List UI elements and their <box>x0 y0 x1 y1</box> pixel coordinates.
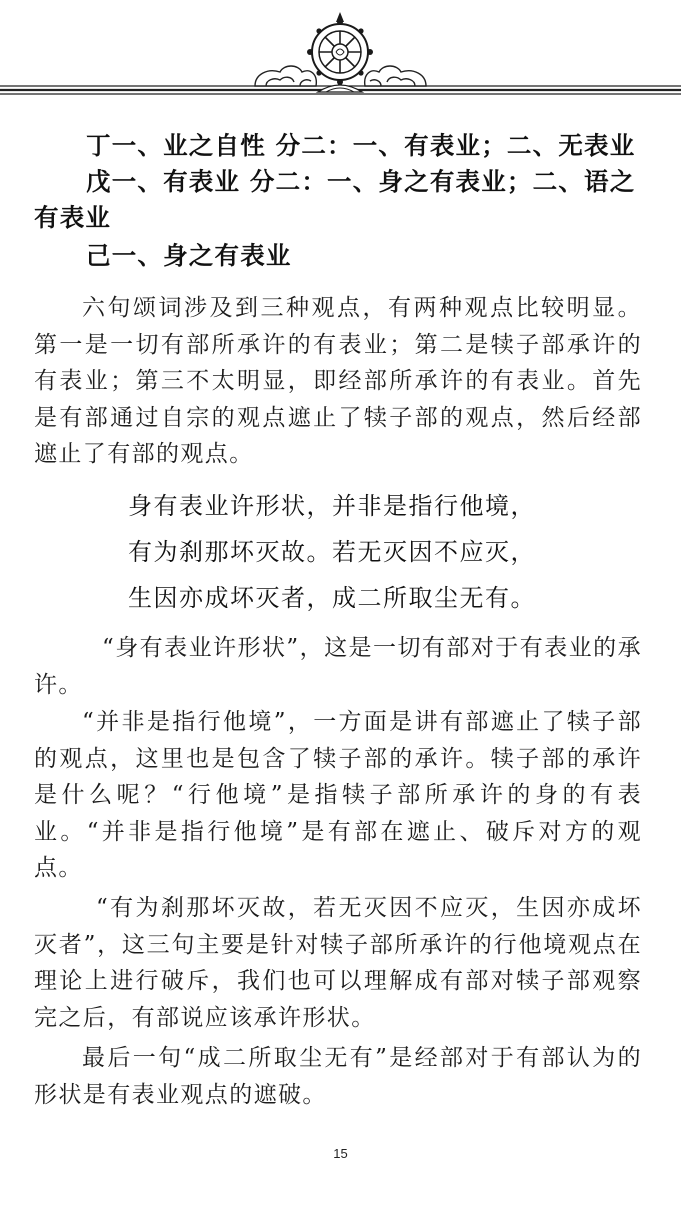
paragraph-sautrantika-refutation: 最后一句“成二所取尘无有”是经部对于有部认为的形状是有表业观点的遮破。 <box>34 1045 642 1108</box>
paragraph-not-movement: “并非是指行他境”，一方面是讲有部遮止了犊子部的观点，这里也是包含了犊子部的承许。犊子部的承许是什么呢？“行他境”是指犊子部所承许的身的有表业。“并非是指行他境”是有部在遮止、破斥对方的观点。 <box>34 709 642 881</box>
dharma-wheel-header-ornament <box>0 0 681 110</box>
page-number: 15 <box>333 1146 348 1161</box>
verse-line-2: 有为刹那坏灭故。若无灭因不应灭， <box>128 538 536 566</box>
verse-line-3: 生因亦成坏灭者，成二所取尘无有。 <box>128 584 536 612</box>
cloud-scroll-right-icon <box>365 66 426 86</box>
heading-perceptible-karma: 戊一、有表业 分二：一、身之有表业；二、语之有表业 <box>34 167 636 232</box>
paragraph-momentary-refutation: “有为刹那坏灭故，若无灭因不应灭，生因亦成坏灭者”，这三句主要是针对犊子部所承许的行他境观点在理论上进行破斥，我们也可以理解成有部对犊子部观察完之后，有部说应该承许形状。 <box>34 895 642 1031</box>
cloud-scroll-left-icon <box>255 66 316 86</box>
paragraph-three-views: 六句颂词涉及到三种观点，有两种观点比较明显。第一是一切有部所承许的有表业；第二是犊子部承许的有表业；第三不太明显，即经部所承许的有表业。首先是有部通过自宗的观点遮止了犊子部的观点，然后经部遮止了有部的观点。 <box>34 295 642 467</box>
heading-bodily-perceptible-karma: 己一、身之有表业 <box>86 241 292 270</box>
paragraph-shape-assertion: “身有表业许形状”，这是一切有部对于有表业的承许。 <box>34 635 642 698</box>
heading-nature-of-karma: 丁一、业之自性 分二：一、有表业；二、无表业 <box>86 131 636 160</box>
verse-line-1: 身有表业许形状，并非是指行他境， <box>128 492 536 520</box>
